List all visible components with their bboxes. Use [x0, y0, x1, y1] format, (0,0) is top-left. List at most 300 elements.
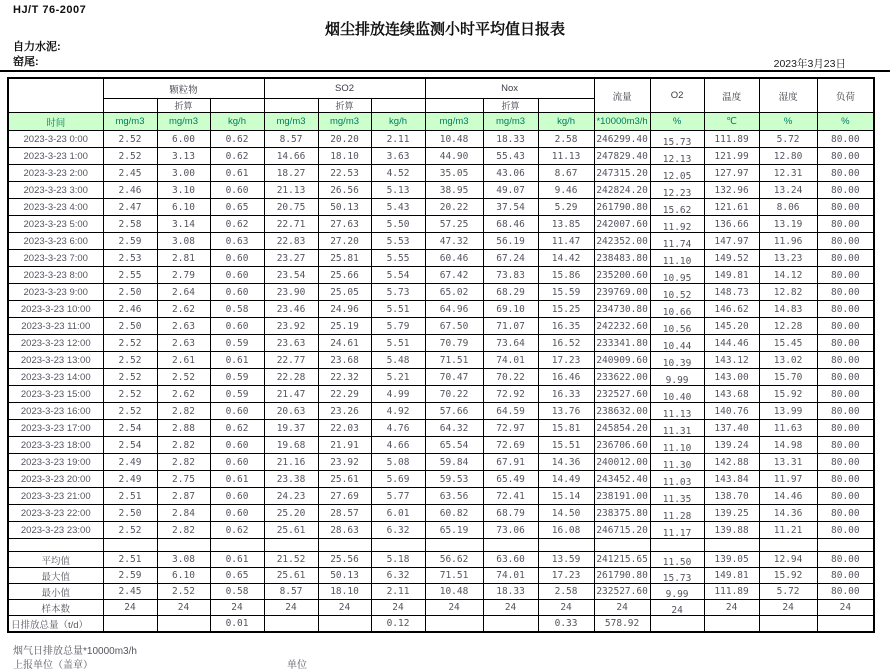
value-cell: 12.80	[759, 148, 817, 165]
time-cell: 2023-3-23 6:00	[8, 233, 103, 250]
value-cell: 6.00	[157, 131, 210, 148]
value-cell: 2.52	[103, 148, 157, 165]
value-cell: 0.61	[210, 352, 264, 369]
value-cell: 148.73	[704, 284, 759, 301]
value-cell: 149.81	[704, 267, 759, 284]
value-cell: 5.29	[538, 199, 594, 216]
value-cell: 121.61	[704, 199, 759, 216]
value-cell: 232527.60	[594, 584, 650, 600]
value-cell: 19.37	[264, 420, 318, 437]
converted-subheader-so2: 折算	[318, 99, 371, 113]
o2-value: 10.39	[662, 357, 692, 369]
value-cell: 55.43	[483, 148, 538, 165]
o2-value: 12.05	[662, 170, 692, 182]
value-cell: 5.73	[371, 284, 425, 301]
value-cell: 16.52	[538, 335, 594, 352]
value-cell: 2.50	[103, 505, 157, 522]
value-cell: 73.06	[483, 522, 538, 539]
summary-label: 平均值	[8, 552, 103, 568]
value-cell: 15.86	[538, 267, 594, 284]
group-header-nox: Nox	[425, 78, 594, 99]
value-cell	[371, 539, 425, 552]
o2-value: 10.52	[662, 289, 692, 301]
value-cell	[157, 539, 210, 552]
o2-value: 10.56	[662, 323, 692, 335]
footer-flue-total: 烟气日排放总量*10000m3/h	[13, 646, 137, 657]
value-cell: 5.21	[371, 369, 425, 386]
value-cell: 11.97	[759, 471, 817, 488]
value-cell: 0.58	[210, 301, 264, 318]
o2-value: 11.74	[662, 238, 692, 250]
value-cell: 13.76	[538, 403, 594, 420]
spacer-row	[8, 539, 874, 552]
value-cell: 13.85	[538, 216, 594, 233]
value-cell	[650, 420, 704, 437]
value-cell: 4.52	[371, 165, 425, 182]
value-cell: 57.66	[425, 403, 483, 420]
o2-value: 11.92	[662, 221, 692, 233]
value-cell	[650, 539, 704, 552]
summary-label: 最小值	[8, 584, 103, 600]
value-cell: 578.92	[594, 616, 650, 633]
value-cell: 24	[210, 600, 264, 616]
value-cell: 4.92	[371, 403, 425, 420]
value-cell: 3.08	[157, 552, 210, 568]
value-cell	[650, 335, 704, 352]
time-cell: 2023-3-23 20:00	[8, 471, 103, 488]
table-row	[8, 386, 874, 403]
standard-number: HJ/T 76-2007	[13, 4, 87, 16]
value-cell: 6.32	[371, 522, 425, 539]
value-cell: 0.01	[210, 616, 264, 633]
value-cell: 147.97	[704, 233, 759, 250]
value-cell: 26.56	[318, 182, 371, 199]
value-cell: 238483.80	[594, 250, 650, 267]
value-cell: 80.00	[817, 369, 874, 386]
value-cell: 11.47	[538, 233, 594, 250]
value-cell: 132.96	[704, 182, 759, 199]
value-cell: 57.25	[425, 216, 483, 233]
value-cell: 0.59	[210, 386, 264, 403]
group-header-particulate: 颗粒物	[103, 78, 264, 99]
table-row	[8, 284, 874, 301]
company-label: 自力水泥:	[13, 41, 61, 53]
value-cell: 5.55	[371, 250, 425, 267]
value-cell: 235200.60	[594, 267, 650, 284]
col-header-o2: O2	[650, 78, 704, 113]
value-cell: 4.76	[371, 420, 425, 437]
value-cell: 15.14	[538, 488, 594, 505]
value-cell: 80.00	[817, 301, 874, 318]
value-cell: 56.19	[483, 233, 538, 250]
value-cell: 5.77	[371, 488, 425, 505]
value-cell: 23.46	[264, 301, 318, 318]
value-cell: 137.40	[704, 420, 759, 437]
value-cell: 80.00	[817, 216, 874, 233]
value-cell: 3.63	[371, 148, 425, 165]
value-cell: 2.55	[103, 267, 157, 284]
value-cell: 59.53	[425, 471, 483, 488]
value-cell: 23.27	[264, 250, 318, 267]
value-cell: 70.22	[425, 386, 483, 403]
value-cell: 0.65	[210, 568, 264, 584]
value-cell: 0.60	[210, 250, 264, 267]
value-cell: 5.79	[371, 318, 425, 335]
unit-header: kg/h	[210, 113, 264, 131]
value-cell: 3.10	[157, 182, 210, 199]
value-cell: 60.82	[425, 505, 483, 522]
site-label: 窑尾:	[13, 56, 39, 68]
value-cell: 9.46	[538, 182, 594, 199]
value-cell: 5.51	[371, 301, 425, 318]
table-row	[8, 522, 874, 539]
value-cell: 127.97	[704, 165, 759, 182]
value-cell: 24	[103, 600, 157, 616]
time-cell: 2023-3-23 7:00	[8, 250, 103, 267]
value-cell: 11.63	[759, 420, 817, 437]
value-cell: 24.96	[318, 301, 371, 318]
value-cell	[483, 616, 538, 633]
value-cell: 0.60	[210, 267, 264, 284]
value-cell: 239769.00	[594, 284, 650, 301]
value-cell: 242007.60	[594, 216, 650, 233]
value-cell: 121.99	[704, 148, 759, 165]
value-cell: 0.60	[210, 488, 264, 505]
value-cell: 0.65	[210, 199, 264, 216]
summary-row	[8, 568, 874, 584]
value-cell: 22.29	[318, 386, 371, 403]
value-cell: 136.66	[704, 216, 759, 233]
value-cell	[650, 584, 704, 600]
value-cell: 238375.80	[594, 505, 650, 522]
value-cell: 15.59	[538, 284, 594, 301]
value-cell: 24	[264, 600, 318, 616]
value-cell: 18.27	[264, 165, 318, 182]
unit-header: mg/m3	[157, 113, 210, 131]
value-cell: 12.94	[759, 552, 817, 568]
value-cell: 0.60	[210, 454, 264, 471]
value-cell: 27.69	[318, 488, 371, 505]
value-cell: 0.62	[210, 420, 264, 437]
value-cell: 13.59	[538, 552, 594, 568]
value-cell: 2.11	[371, 131, 425, 148]
value-cell: 5.69	[371, 471, 425, 488]
value-cell: 2.82	[157, 437, 210, 454]
value-cell: 21.47	[264, 386, 318, 403]
value-cell: 25.66	[318, 267, 371, 284]
o2-value: 11.13	[662, 408, 692, 420]
value-cell: 2.87	[157, 488, 210, 505]
value-cell: 11.21	[759, 522, 817, 539]
o2-value: 10.66	[662, 306, 692, 318]
value-cell	[264, 539, 318, 552]
value-cell: 24	[759, 600, 817, 616]
time-cell: 2023-3-23 19:00	[8, 454, 103, 471]
value-cell: 74.01	[483, 352, 538, 369]
value-cell: 43.06	[483, 165, 538, 182]
value-cell: 16.46	[538, 369, 594, 386]
value-cell: 247315.20	[594, 165, 650, 182]
value-cell: 22.71	[264, 216, 318, 233]
value-cell	[425, 539, 483, 552]
value-cell: 233341.80	[594, 335, 650, 352]
o2-value: 11.30	[662, 459, 692, 471]
o2-value: 15.73	[662, 573, 692, 584]
value-cell: 2.62	[157, 386, 210, 403]
value-cell: 23.54	[264, 267, 318, 284]
time-cell: 2023-3-23 11:00	[8, 318, 103, 335]
o2-value: 11.50	[662, 557, 692, 568]
header-divider	[0, 70, 890, 72]
value-cell: 111.89	[704, 584, 759, 600]
value-cell: 80.00	[817, 199, 874, 216]
value-cell: 16.08	[538, 522, 594, 539]
col-header-humidity: 湿度	[759, 78, 817, 113]
value-cell: 17.23	[538, 568, 594, 584]
value-cell: 0.60	[210, 437, 264, 454]
time-cell: 2023-3-23 5:00	[8, 216, 103, 233]
blank-subheader	[371, 99, 425, 113]
table-row	[8, 505, 874, 522]
value-cell	[650, 403, 704, 420]
table-row	[8, 199, 874, 216]
value-cell: 0.59	[210, 335, 264, 352]
time-cell: 2023-3-23 18:00	[8, 437, 103, 454]
value-cell	[650, 369, 704, 386]
table-row	[8, 454, 874, 471]
summary-row	[8, 616, 874, 633]
o2-value: 10.44	[662, 340, 692, 352]
time-cell: 2023-3-23 17:00	[8, 420, 103, 437]
header-units-row	[8, 113, 874, 131]
value-cell	[264, 616, 318, 633]
value-cell: 12.82	[759, 284, 817, 301]
value-cell: 23.90	[264, 284, 318, 301]
value-cell: 21.13	[264, 182, 318, 199]
value-cell: 2.47	[103, 199, 157, 216]
page-title: 烟尘排放连续监测小时平均值日报表	[324, 21, 565, 38]
value-cell: 3.08	[157, 233, 210, 250]
value-cell: 11.96	[759, 233, 817, 250]
table-row	[8, 182, 874, 199]
table-row	[8, 369, 874, 386]
value-cell: 50.13	[318, 199, 371, 216]
value-cell: 3.13	[157, 148, 210, 165]
value-cell: 80.00	[817, 386, 874, 403]
value-cell: 21.52	[264, 552, 318, 568]
value-cell: 22.53	[318, 165, 371, 182]
value-cell	[650, 488, 704, 505]
value-cell: 15.25	[538, 301, 594, 318]
value-cell: 2.52	[157, 584, 210, 600]
value-cell: 2.59	[103, 568, 157, 584]
value-cell: 73.83	[483, 267, 538, 284]
table-row	[8, 471, 874, 488]
unit-header: mg/m3	[103, 113, 157, 131]
time-cell: 2023-3-23 0:00	[8, 131, 103, 148]
value-cell: 5.13	[371, 182, 425, 199]
value-cell: 25.61	[264, 568, 318, 584]
value-cell: 2.64	[157, 284, 210, 301]
value-cell: 241215.65	[594, 552, 650, 568]
value-cell: 2.62	[157, 301, 210, 318]
value-cell: 2.52	[103, 522, 157, 539]
o2-value: 24	[671, 605, 683, 616]
blank-subheader	[103, 99, 157, 113]
value-cell	[650, 600, 704, 616]
value-cell: 0.63	[210, 233, 264, 250]
value-cell	[318, 616, 371, 633]
table-row	[8, 335, 874, 352]
value-cell	[759, 539, 817, 552]
value-cell: 28.63	[318, 522, 371, 539]
value-cell: 72.92	[483, 386, 538, 403]
value-cell: 23.63	[264, 335, 318, 352]
value-cell: 63.60	[483, 552, 538, 568]
value-cell: 5.43	[371, 199, 425, 216]
value-cell: 3.00	[157, 165, 210, 182]
time-header-spacer	[8, 78, 103, 113]
value-cell: 5.54	[371, 267, 425, 284]
value-cell: 242824.20	[594, 182, 650, 199]
value-cell	[650, 522, 704, 539]
o2-value: 10.95	[662, 272, 692, 284]
unit-header: %	[650, 113, 704, 131]
value-cell: 47.32	[425, 233, 483, 250]
value-cell: 72.41	[483, 488, 538, 505]
value-cell: 44.90	[425, 148, 483, 165]
value-cell: 67.24	[483, 250, 538, 267]
value-cell	[817, 616, 874, 633]
value-cell: 23.92	[264, 318, 318, 335]
value-cell: 80.00	[817, 505, 874, 522]
value-cell: 2.46	[103, 301, 157, 318]
col-header-temperature: 温度	[704, 78, 759, 113]
value-cell: 70.22	[483, 369, 538, 386]
table-row	[8, 437, 874, 454]
value-cell: 25.20	[264, 505, 318, 522]
value-cell: 13.23	[759, 250, 817, 267]
value-cell: 72.69	[483, 437, 538, 454]
time-cell: 2023-3-23 23:00	[8, 522, 103, 539]
value-cell: 0.61	[210, 165, 264, 182]
value-cell: 20.20	[318, 131, 371, 148]
time-cell: 2023-3-23 2:00	[8, 165, 103, 182]
value-cell: 13.31	[759, 454, 817, 471]
value-cell: 143.12	[704, 352, 759, 369]
value-cell: 18.10	[318, 148, 371, 165]
value-cell: 80.00	[817, 403, 874, 420]
value-cell	[650, 165, 704, 182]
footer-unit-label: 单位	[287, 660, 307, 671]
value-cell: 80.00	[817, 182, 874, 199]
value-cell	[157, 616, 210, 633]
value-cell	[425, 616, 483, 633]
value-cell: 18.33	[483, 131, 538, 148]
value-cell: 80.00	[817, 568, 874, 584]
value-cell: 14.12	[759, 267, 817, 284]
value-cell: 238632.00	[594, 403, 650, 420]
value-cell: 24	[318, 600, 371, 616]
value-cell: 145.20	[704, 318, 759, 335]
summary-label: 样本数	[8, 600, 103, 616]
value-cell: 143.84	[704, 471, 759, 488]
value-cell	[650, 454, 704, 471]
value-cell: 2.75	[157, 471, 210, 488]
value-cell	[103, 616, 157, 633]
blank-subheader	[425, 99, 483, 113]
value-cell	[538, 539, 594, 552]
value-cell	[650, 616, 704, 633]
value-cell: 13.19	[759, 216, 817, 233]
table-row	[8, 420, 874, 437]
col-header-flow: 流量	[594, 78, 650, 113]
o2-value: 15.62	[662, 204, 692, 216]
value-cell	[650, 301, 704, 318]
value-cell: 2.88	[157, 420, 210, 437]
value-cell: 261790.80	[594, 199, 650, 216]
value-cell: 5.48	[371, 352, 425, 369]
value-cell: 38.95	[425, 182, 483, 199]
value-cell: 2.63	[157, 335, 210, 352]
value-cell	[650, 182, 704, 199]
value-cell: 246715.20	[594, 522, 650, 539]
value-cell: 80.00	[817, 284, 874, 301]
value-cell: 2.58	[538, 131, 594, 148]
value-cell: 80.00	[817, 233, 874, 250]
summary-label: 最大值	[8, 568, 103, 584]
value-cell: 2.51	[103, 552, 157, 568]
o2-value: 11.17	[662, 527, 692, 539]
value-cell: 139.24	[704, 437, 759, 454]
value-cell	[210, 539, 264, 552]
value-cell: 60.46	[425, 250, 483, 267]
value-cell: 67.91	[483, 454, 538, 471]
value-cell: 80.00	[817, 335, 874, 352]
converted-subheader-pm: 折算	[157, 99, 210, 113]
value-cell: 0.59	[210, 369, 264, 386]
value-cell: 2.81	[157, 250, 210, 267]
value-cell: 65.02	[425, 284, 483, 301]
value-cell: 2.50	[103, 318, 157, 335]
value-cell: 2.49	[103, 454, 157, 471]
o2-value: 10.40	[662, 391, 692, 403]
value-cell: 20.75	[264, 199, 318, 216]
value-cell: 2.52	[103, 131, 157, 148]
value-cell: 10.48	[425, 131, 483, 148]
value-cell: 22.77	[264, 352, 318, 369]
value-cell: 2.82	[157, 403, 210, 420]
o2-value: 11.28	[662, 510, 692, 522]
value-cell: 12.31	[759, 165, 817, 182]
value-cell: 71.07	[483, 318, 538, 335]
value-cell: 23.92	[318, 454, 371, 471]
value-cell: 16.35	[538, 318, 594, 335]
time-cell: 2023-3-23 14:00	[8, 369, 103, 386]
table-row	[8, 148, 874, 165]
value-cell: 14.66	[264, 148, 318, 165]
value-cell: 0.62	[210, 148, 264, 165]
time-cell: 2023-3-23 13:00	[8, 352, 103, 369]
value-cell: 144.46	[704, 335, 759, 352]
table-row	[8, 488, 874, 505]
unit-header: %	[759, 113, 817, 131]
o2-value: 9.99	[665, 374, 689, 386]
value-cell	[650, 505, 704, 522]
value-cell: 35.05	[425, 165, 483, 182]
value-cell: 80.00	[817, 250, 874, 267]
time-cell: 2023-3-23 21:00	[8, 488, 103, 505]
